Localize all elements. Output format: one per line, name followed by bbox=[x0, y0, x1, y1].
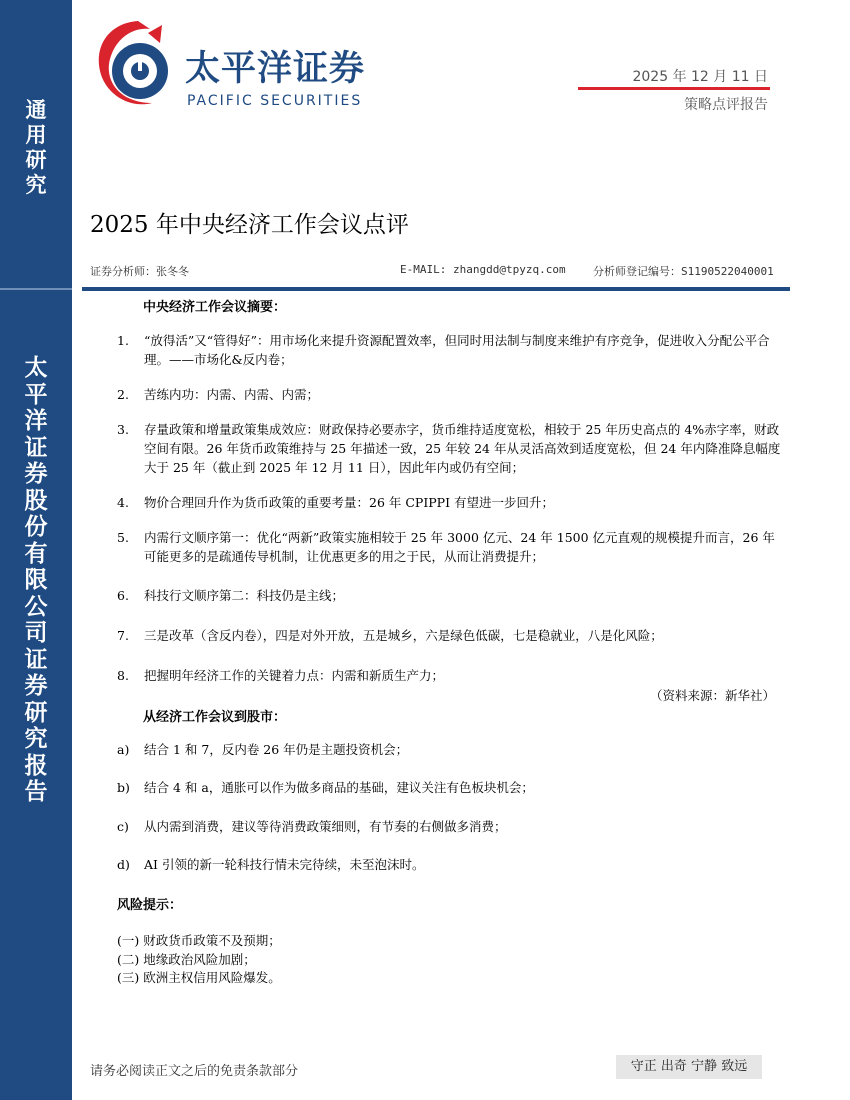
company-motto: 守正 出奇 宁静 致远 bbox=[616, 1055, 762, 1079]
header-rule bbox=[82, 287, 790, 291]
item-number: 5. bbox=[117, 530, 129, 545]
sidebar-char: 证 bbox=[24, 646, 48, 673]
sidebar-char: 限 bbox=[24, 567, 48, 593]
source-note: （资料来源：新华社） bbox=[649, 688, 775, 703]
item-number: d) bbox=[117, 857, 130, 872]
logo-emblem-icon bbox=[90, 15, 180, 115]
sidebar-category bbox=[0, 98, 72, 198]
sidebar-char: 报 bbox=[24, 752, 48, 779]
item-number: 7. bbox=[117, 628, 129, 643]
sidebar-char: 司 bbox=[24, 620, 48, 646]
item-number: 1. bbox=[117, 333, 129, 348]
item-number: 2. bbox=[117, 387, 129, 402]
item-text: 科技行文顺序第二：科技仍是主线； bbox=[144, 588, 345, 603]
item-number: a) bbox=[117, 742, 130, 757]
disclaimer-note: 请务必阅读正文之后的免责条款部分 bbox=[90, 1064, 299, 1079]
sidebar-char: 有 bbox=[24, 540, 48, 567]
risk-heading: 风险提示： bbox=[117, 898, 183, 913]
item-text: AI 引领的新一轮科技行情未完待续，未至泡沫时。 bbox=[144, 857, 425, 872]
sidebar-char: 究 bbox=[25, 173, 47, 197]
analyst-registration: 分析师登记编号：S1190522040001 bbox=[593, 265, 774, 278]
item-text: 三是改革（含反内卷），四是对外开放，五是城乡，六是绿色低碳，七是稳就业，八是化风险； bbox=[144, 628, 663, 643]
item-number: 8. bbox=[117, 668, 129, 683]
risk-item: (二) 地缘政治风险加剧； bbox=[117, 952, 256, 967]
sidebar-char: 研 bbox=[25, 148, 47, 172]
item-text: 从内需到消费，建议等待消费政策细则，有节奏的右侧做多消费； bbox=[144, 819, 507, 834]
sidebar-char: 股 bbox=[24, 487, 48, 514]
item-text: 存量政策和增量政策集成效应：财政保持必要赤字，货币维持适度宽松，相较于 25 年历史高点的 4%赤字率，财政空间有限。26 年货币政策维持与 25 年描述一致，25 年较 24 年从灵活高效到适度宽松，但 24 年内降准降息幅度大于 25 年（截止到 2025 年 12 月 11 日），因此年内或仍有空间； bbox=[144, 422, 781, 475]
report-type: 策略点评报告 bbox=[684, 97, 768, 113]
company-logo bbox=[90, 15, 380, 115]
sidebar-char: 太 bbox=[24, 355, 48, 381]
item-text: 物价合理回升作为货币政策的重要考量：26 年 CPIPPI 有望进一步回升； bbox=[144, 495, 554, 510]
sidebar-char: 究 bbox=[24, 726, 48, 752]
sidebar-char: 研 bbox=[24, 699, 48, 726]
sidebar-char: 洋 bbox=[24, 408, 48, 434]
report-date: 2025 年 12 月 11 日 bbox=[632, 69, 768, 85]
analyst-email: E-MAIL: zhangdd@tpyzq.com bbox=[400, 263, 566, 276]
market-heading: 从经济工作会议到股市： bbox=[143, 710, 287, 725]
sidebar-char: 券 bbox=[24, 461, 48, 487]
sidebar-char: 公 bbox=[24, 593, 48, 620]
risk-item: (三) 欧洲主权信用风险爆发。 bbox=[117, 970, 281, 985]
sidebar-divider bbox=[0, 288, 72, 290]
sidebar-char: 用 bbox=[25, 123, 47, 147]
item-number: 4. bbox=[117, 495, 129, 510]
item-text: 结合 1 和 7，反内卷 26 年仍是主题投资机会； bbox=[144, 742, 409, 757]
date-underline bbox=[578, 87, 770, 90]
item-text: 结合 4 和 a，通胀可以作为做多商品的基础，建议关注有色板块机会； bbox=[144, 780, 534, 795]
page-title: 2025 年中央经济工作会议点评 bbox=[90, 212, 409, 238]
sidebar-char: 通 bbox=[25, 98, 47, 122]
item-number: 6. bbox=[117, 588, 129, 603]
item-text: 把握明年经济工作的关键着力点：内需和新质生产力； bbox=[144, 668, 445, 683]
sidebar-char: 份 bbox=[24, 514, 48, 540]
sidebar-char: 券 bbox=[24, 673, 48, 699]
summary-heading: 中央经济工作会议摘要： bbox=[143, 300, 287, 315]
item-text: 苦练内功：内需、内需、内需； bbox=[144, 387, 320, 402]
sidebar-char: 平 bbox=[24, 381, 48, 408]
analyst-name: 证券分析师：张冬冬 bbox=[90, 265, 189, 278]
sidebar-char: 告 bbox=[24, 779, 48, 805]
item-text: “放得活”又“管得好”：用市场化来提升资源配置效率，但同时用法制与制度来维护有序竞争，促进收入分配公平合理。——市场化&反内卷； bbox=[144, 333, 770, 367]
sidebar-company bbox=[0, 355, 72, 806]
logo-cn-text: 太平洋证券 bbox=[185, 49, 366, 89]
item-number: c) bbox=[117, 819, 129, 834]
sidebar-char: 证 bbox=[24, 434, 48, 461]
item-number: b) bbox=[117, 780, 130, 795]
item-number: 3. bbox=[117, 422, 129, 437]
logo-en-text: PACIFIC SECURITIES bbox=[187, 93, 363, 109]
risk-item: (一) 财政货币政策不及预期； bbox=[117, 933, 281, 948]
item-text: 内需行文顺序第一：优化“两新”政策实施相较于 25 年 3000 亿元、24 年 1500 亿元直观的规模提升而言，26 年可能更多的是疏通传导机制，让优惠更多的用之于民，从而让消费提升； bbox=[144, 530, 775, 564]
